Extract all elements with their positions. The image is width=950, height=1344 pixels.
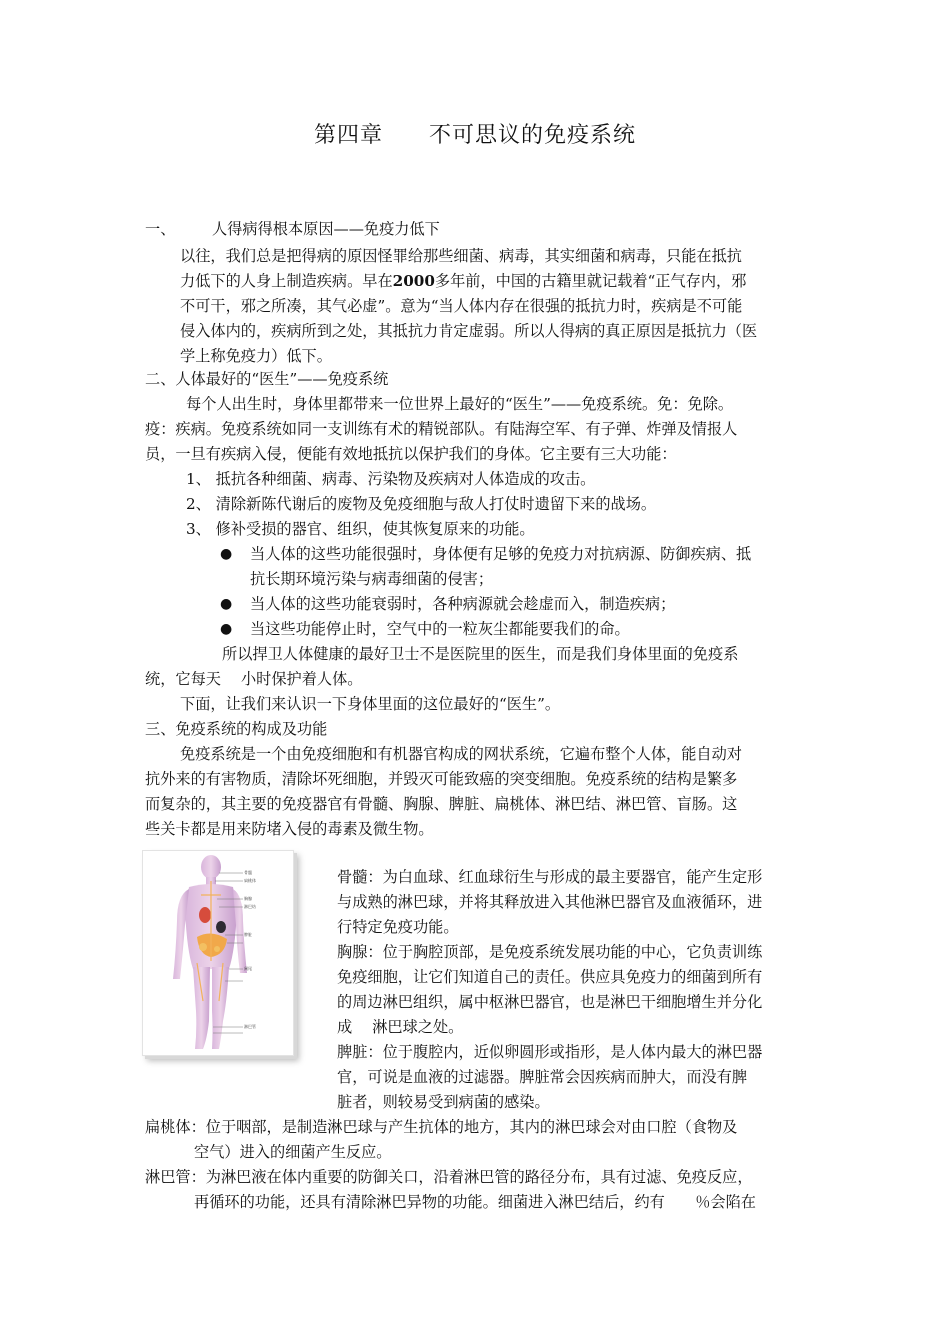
bullet-icon: ●	[220, 621, 233, 637]
organ-text: 成 淋巴球之处。	[337, 1018, 464, 1036]
figure-label: 胸腺	[244, 896, 252, 901]
organ-text: 空气）进入的细菌产生反应。	[194, 1143, 392, 1161]
paragraph-line: 侵入体内的，疾病所到之处，其抵抗力肯定虚弱。所以人得病的真正原因是抵抗力（医	[180, 322, 758, 340]
bullet-text: 当人体的这些功能很强时，身体便有足够的免疫力对抗病源、防御疾病、抵	[250, 545, 752, 563]
figure-label: 阑尾	[244, 966, 252, 971]
paragraph-line: 抗外来的有害物质，清除坏死细胞，并毁灭可能致癌的突变细胞。免疫系统的结构是繁多	[145, 770, 738, 788]
organ-text: 免疫细胞，让它们知道自己的责任。供应具免疫力的细菌到所有	[337, 968, 763, 986]
function-item: 1、 抵抗各种细菌、病毒、污染物及疾病对人体造成的攻击。	[186, 470, 596, 488]
organ-text: 脏者，则较易受到病菌的感染。	[337, 1093, 550, 1111]
paragraph-line: 每个人出生时，身体里都带来一位世界上最好的“医生”——免疫系统。免：免除。	[186, 395, 734, 413]
figure-label: 淋巴管	[244, 1024, 256, 1029]
function-item: 2、 清除新陈代谢后的废物及免疫细胞与敌人打仗时遗留下来的战场。	[186, 495, 657, 513]
figure-label: 扁桃体	[244, 878, 256, 883]
figure-label: 骨髓	[244, 870, 252, 875]
organ-text: 与成熟的淋巴球，并将其释放进入其他淋巴器官及血液循环，进	[337, 893, 763, 911]
organ-text: 官，可说是血液的过滤器。脾脏常会因疾病而肿大，而没有脾	[337, 1068, 748, 1086]
paragraph-line: 员，一旦有疾病入侵，便能有效地抵抗以保护我们的身体。它主要有三大功能：	[145, 445, 677, 463]
section-3-heading: 三、免疫系统的构成及功能	[145, 720, 328, 738]
bullet-text: 抗长期环境污染与病毒细菌的侵害；	[250, 570, 493, 588]
paragraph-line: 力低下的人身上制造疾病。早在2000多年前，中国的古籍里就记载着“正气存内，邪	[180, 272, 747, 290]
chapter-title: 第四章 不可思议的免疫系统	[313, 123, 636, 148]
organ-text: 扁桃体：位于咽部，是制造淋巴球与产生抗体的地方，其内的淋巴球会对由口腔（食物及	[145, 1118, 738, 1136]
function-item: 3、 修补受损的器官、组织，使其恢复原来的功能。	[186, 520, 535, 538]
paragraph-line: 学上称免疫力）低下。	[180, 347, 332, 365]
section-1-heading: 人得病得根本原因——免疫力低下	[212, 220, 440, 238]
bullet-icon: ●	[220, 546, 233, 562]
immune-system-anatomy-figure	[142, 850, 294, 1056]
human-body-illustration	[143, 851, 293, 1055]
organ-text: 再循环的功能，还具有清除淋巴异物的功能。细菌进入淋巴结后，约有 ％会陷在	[194, 1193, 756, 1211]
organ-text: 的周边淋巴组织，属中枢淋巴器官，也是淋巴干细胞增生并分化	[337, 993, 763, 1011]
organ-text: 淋巴管：为淋巴液在体内重要的防御关口，沿着淋巴管的路径分布，具有过滤、免疫反应，	[145, 1168, 753, 1186]
paragraph-line: 而复杂的，其主要的免疫器官有骨髓、胸腺、脾脏、扁桃体、淋巴结、淋巴管、盲肠。这	[145, 795, 738, 813]
figure-label: 脾脏	[244, 932, 252, 937]
figure-label: 淋巴结	[244, 904, 256, 909]
bullet-text: 当这些功能停止时，空气中的一粒灰尘都能要我们的命。	[250, 620, 630, 638]
section-1-number: 一、	[145, 220, 176, 238]
organ-text: 骨髓：为白血球、红血球衍生与形成的最主要器官，能产生定形	[337, 868, 763, 886]
organ-text: 行特定免疫功能。	[337, 918, 459, 936]
bullet-text: 当人体的这些功能衰弱时，各种病源就会趁虚而入，制造疾病；	[250, 595, 676, 613]
paragraph-line: 下面，让我们来认识一下身体里面的这位最好的“医生”。	[180, 695, 561, 713]
organ-text: 胸腺：位于胸腔顶部，是免疫系统发展功能的中心，它负责训练	[337, 943, 763, 961]
paragraph-line: 免疫系统是一个由免疫细胞和有机器官构成的网状系统，它遍布整个人体，能自动对	[180, 745, 742, 763]
paragraph-line: 以往，我们总是把得病的原因怪罪给那些细菌、病毒，其实细菌和病毒，只能在抵抗	[180, 247, 742, 265]
section-2-heading: 二、人体最好的“医生”——免疫系统	[145, 370, 389, 388]
paragraph-line: 所以捍卫人体健康的最好卫士不是医院里的医生，而是我们身体里面的免疫系	[222, 645, 739, 663]
bullet-icon: ●	[220, 596, 233, 612]
paragraph-line: 统，它每天 小时保护着人体。	[145, 670, 363, 688]
paragraph-line: 些关卡都是用来防堵入侵的毒素及微生物。	[145, 820, 434, 838]
paragraph-line: 疫：疾病。免疫系统如同一支训练有术的精锐部队。有陆海空军、有子弹、炸弹及情报人	[145, 420, 738, 438]
organ-text: 脾脏：位于腹腔内，近似卵圆形或指形，是人体内最大的淋巴器	[337, 1043, 763, 1061]
paragraph-line: 不可干，邪之所凑，其气必虚”。意为“当人体内存在很强的抵抗力时，疾病是不可能	[180, 297, 743, 315]
